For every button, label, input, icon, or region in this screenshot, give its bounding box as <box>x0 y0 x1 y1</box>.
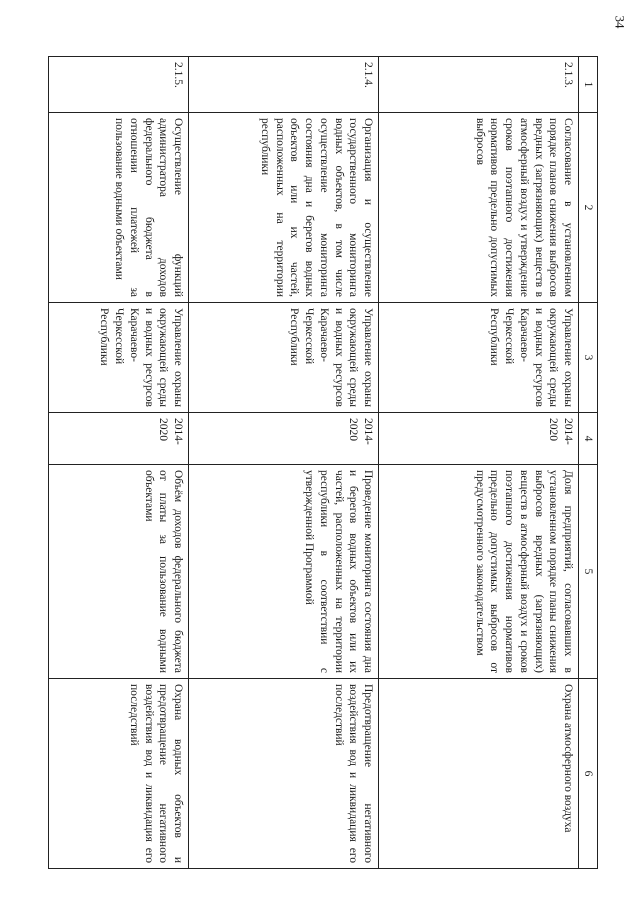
executor-cell: Управление охраны окружающей среды и водных ресурсов Карачаево-Черкесской Республики <box>49 303 189 413</box>
program-measures-table <box>48 56 598 869</box>
table-row <box>49 57 189 869</box>
measure-cell: Осуществление функций администратора доходов федерального бюджета в отношении платежей за пользование водными объектами <box>49 113 189 303</box>
measure-cell: Согласование в установленном порядке планов снижения выбросов вредных (загрязняющих) веществ в атмосферный воздух и утверждение сроков поэтапного достижения нормативов предельно допустимых выбросов <box>379 113 579 303</box>
period-cell: 2014-2020 <box>379 413 579 465</box>
goal-cell: Охрана атмосферного воздуха <box>379 679 579 869</box>
header-cell: 5 <box>579 465 598 679</box>
header-cell: 2 <box>579 113 598 303</box>
table-header-row <box>579 57 598 869</box>
row-number: 2.1.4. <box>189 57 379 113</box>
indicator-cell: Объём доходов федерального бюджета от платы за пользование водными объектами <box>49 465 189 679</box>
goal-cell: Предотвращение негативного воздействия вод и ликвидация его последствий <box>189 679 379 869</box>
executor-cell: Управление охраны окружающей среды и водных ресурсов Карачаево-Черкесской Республики <box>189 303 379 413</box>
header-cell: 4 <box>579 413 598 465</box>
header-cell: 6 <box>579 679 598 869</box>
executor-cell: Управление охраны окружающей среды и водных ресурсов Карачаево-Черкесской Республики <box>379 303 579 413</box>
period-cell: 2014-2020 <box>189 413 379 465</box>
table-row <box>379 57 579 869</box>
rotated-table-wrapper <box>48 56 598 868</box>
table-row <box>189 57 379 869</box>
header-cell: 3 <box>579 303 598 413</box>
measure-cell: Организация и осуществление государственного мониторинга водных объектов, в том числе осуществление мониторинга состояния дна и берегов водных объектов или их частей, расположенных на территории республики <box>189 113 379 303</box>
period-cell: 2014-2020 <box>49 413 189 465</box>
row-number: 2.1.3. <box>379 57 579 113</box>
row-number: 2.1.5. <box>49 57 189 113</box>
page-number: 34 <box>612 15 628 29</box>
header-cell: 1 <box>579 57 598 113</box>
indicator-cell: Доля предприятий, согласовавших в установленном порядке планы снижения выбросов вредных (загрязняющих) веществ в атмосферный воздух и сроков поэтапного достижения нормативов предельно допустимых выбросов от предусмотренного законодательством <box>379 465 579 679</box>
goal-cell: Охрана водных объектов и предотвращение негативного воздействия вод и ликвидация его последствий <box>49 679 189 869</box>
indicator-cell: Проведение мониторинга состояния дна и берегов водных объектов или их частей, расположенных на территории республики в соответствии с утвержденной Программой <box>189 465 379 679</box>
